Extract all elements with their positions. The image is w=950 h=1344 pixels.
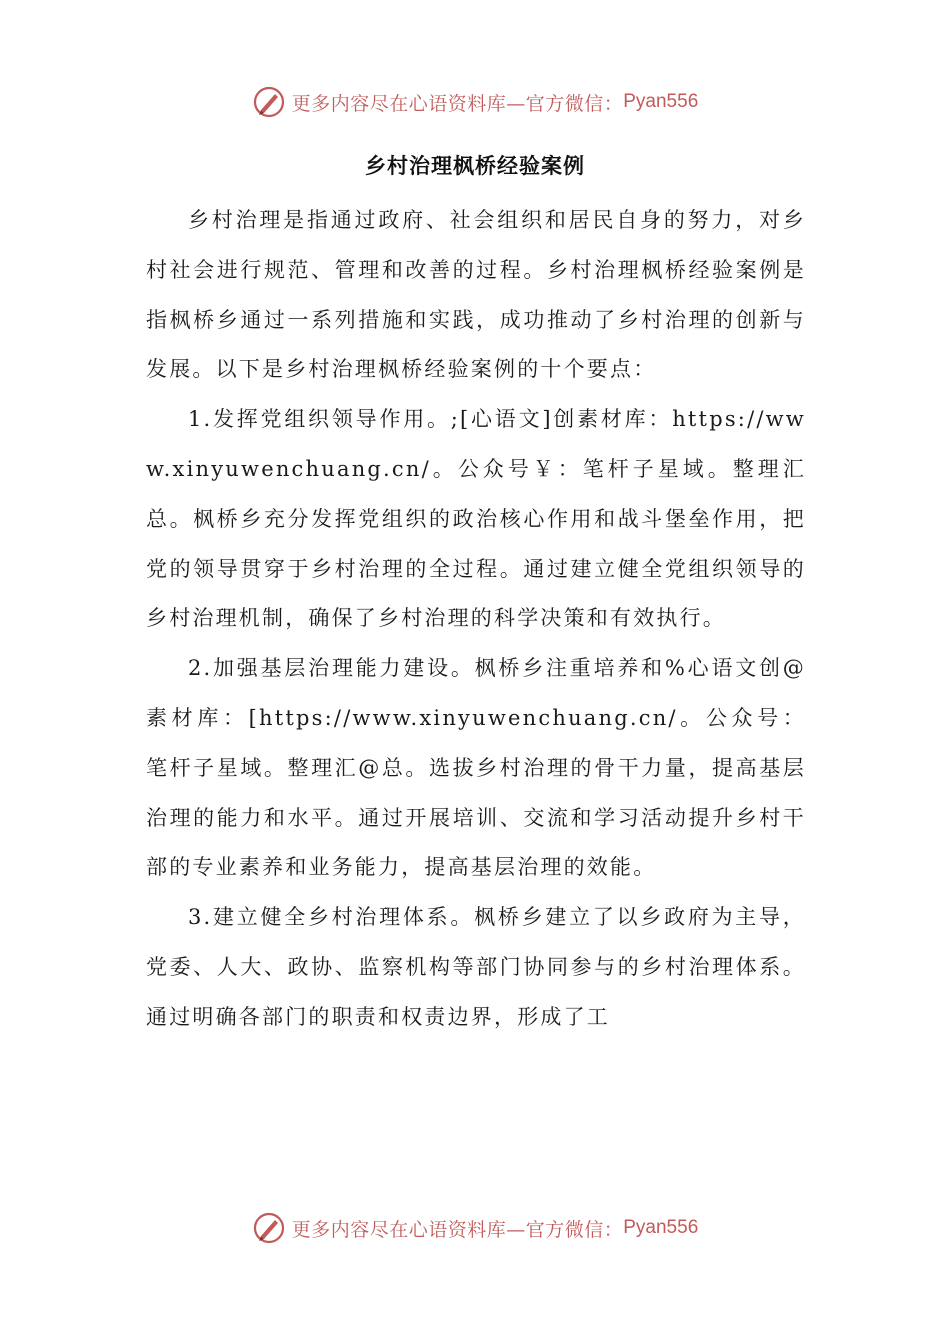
banner-text: 更多内容尽在心语资料库—官方微信： <box>291 1218 624 1241</box>
document-title: 乡村治理枫桥经验案例 <box>365 154 585 178</box>
document-body <box>146 196 806 1043</box>
paragraph-point-3: 3.建立健全乡村治理体系。枫桥乡建立了以乡政府为主导，党委、人大、政协、监察机构等部门协同参与的乡村治理体系。通过明确各部门的职责和权责边界，形成了工 <box>146 905 806 1029</box>
pen-logo-icon <box>252 1211 286 1245</box>
wechat-id: Pyan556 <box>623 1217 699 1238</box>
banner-text: 更多内容尽在心语资料库—官方微信： <box>291 92 624 115</box>
paragraph-intro: 乡村治理是指通过政府、社会组织和居民自身的努力，对乡村社会进行规范、管理和改善的过程。乡村治理枫桥经验案例是指枫桥乡通过一系列措施和实践，成功推动了乡村治理的创新与发展。以下是乡村治理枫桥经验案例的十个要点： <box>146 208 806 382</box>
paragraph-point-2: 2.加强基层治理能力建设。枫桥乡注重培养和%心语文创@素材库：[https://www.xinyuwenchuang.cn/。公众号：笔杆子星域。整理汇@总。选拔乡村治理的骨干力量，提高基层治理的能力和水平。通过开展培训、交流和学习活动提升乡村干部的专业素养和业务能力，提高基层治理的效能。 <box>146 656 806 880</box>
pen-logo-icon <box>252 85 286 119</box>
wechat-id: Pyan556 <box>623 91 699 112</box>
footer-banner <box>0 1208 950 1248</box>
header-banner <box>0 82 950 122</box>
paragraph-point-1: 1.发挥党组织领导作用。;[心语文]创素材库：https://www.xinyuwenchuang.cn/。公众号￥：笔杆子星域。整理汇总。枫桥乡充分发挥党组织的政治核心作用和战斗堡垒作用，把党的领导贯穿于乡村治理的全过程。通过建立健全党组织领导的乡村治理机制，确保了乡村治理的科学决策和有效执行。 <box>146 407 806 631</box>
